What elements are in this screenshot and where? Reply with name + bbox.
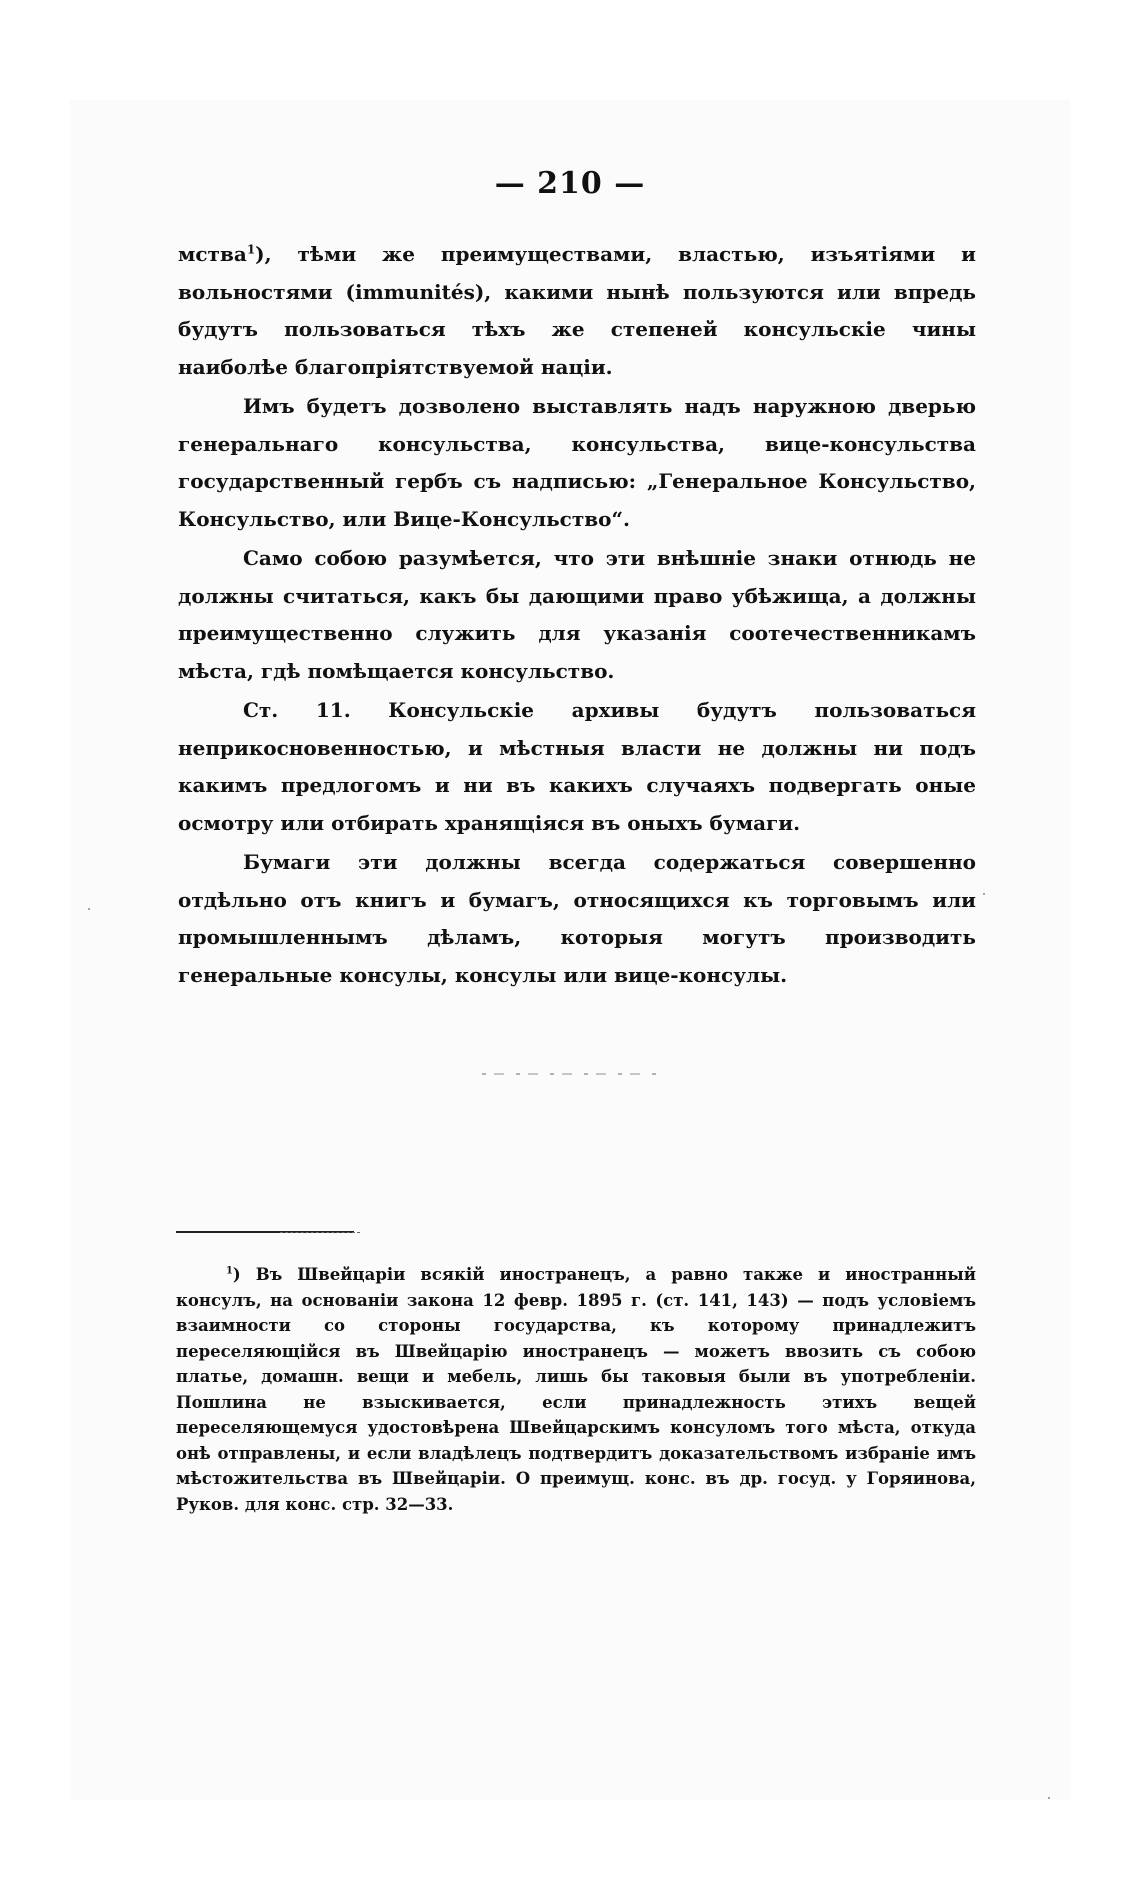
footnote-reference[interactable]: 1 xyxy=(246,242,256,257)
scan-speck xyxy=(1048,1797,1050,1799)
main-text xyxy=(178,236,976,994)
paragraph-article-11: Ст. 11. Консульскіе архивы будутъ пользоваться неприкосновенностью, и мѣстныя власти не должны ни подъ какимъ предлогомъ и ни въ какихъ случаяхъ подвергать оные осмотру или отбирать хранящіяся въ оныхъ бумаги. xyxy=(178,698,976,835)
scan-speck xyxy=(88,908,90,910)
footnote xyxy=(176,1262,976,1517)
footnote-paragraph xyxy=(176,1262,976,1517)
scan-speck xyxy=(983,893,985,895)
footnote-marker: 1 xyxy=(226,1265,233,1277)
page-number: — 210 — xyxy=(494,166,646,201)
paragraph-coat-of-arms: Имъ будетъ дозволено выставлять надъ наружною дверью генеральнаго консульства, консульства, вице-консульства государственный гербъ съ надписью: „Генеральное Консульство, Консульство, или Вице-Консульство“. xyxy=(178,394,976,531)
paragraph-start: мства xyxy=(178,242,247,266)
footnote-separator-tail xyxy=(280,1232,360,1233)
paragraph-rest: ), тѣми же преимуществами, властью, изъятіями и вольностями (immunités), какими нынѣ пользуются или впредь будутъ пользоваться тѣхъ же степеней консульскіе чины наиболѣе благопріятствуемой націи. xyxy=(178,242,976,379)
scan-artifact-divider xyxy=(482,1073,662,1075)
paragraph-external-signs: Само собою разумѣется, что эти внѣшніе знаки отнюдь не должны считаться, какъ бы дающими право убѣжища, а должны преимущественно служить для указанія соотечественникамъ мѣста, гдѣ помѣщается консульство. xyxy=(178,546,976,683)
paragraph-papers: Бумаги эти должны всегда содержаться совершенно отдѣльно отъ книгъ и бумагъ, относящихся къ торговымъ или промышленнымъ дѣламъ, которыя могутъ производить генеральные консулы, консулы или вице-консулы. xyxy=(178,850,976,987)
footnote-text: ) Въ Швейцаріи всякій иностранецъ, а равно также и иностранный консулъ, на основаніи закона 12 февр. 1895 г. (ст. 141, 143) — подъ условіемъ взаимности со стороны государства, къ которому принадлежитъ переселяющійся въ Швейцарію иностранецъ — можетъ ввозить съ собою платье, домашн. вещи и мебель, лишь бы таковыя были въ употребленіи. Пошлина не взыскивается, если принадлежность этихъ вещей переселяющемуся удостовѣрена Швейцарскимъ консуломъ того мѣста, откуда онѣ отправлены, и если владѣлецъ подтвердитъ доказательствомъ избраніе имъ мѣстожительства въ Швейцаріи. О преимущ. конс. въ др. госуд. у Горяинова, Руков. для конс. стр. 32—33. xyxy=(176,1265,976,1514)
paragraph-continuation xyxy=(178,236,976,386)
